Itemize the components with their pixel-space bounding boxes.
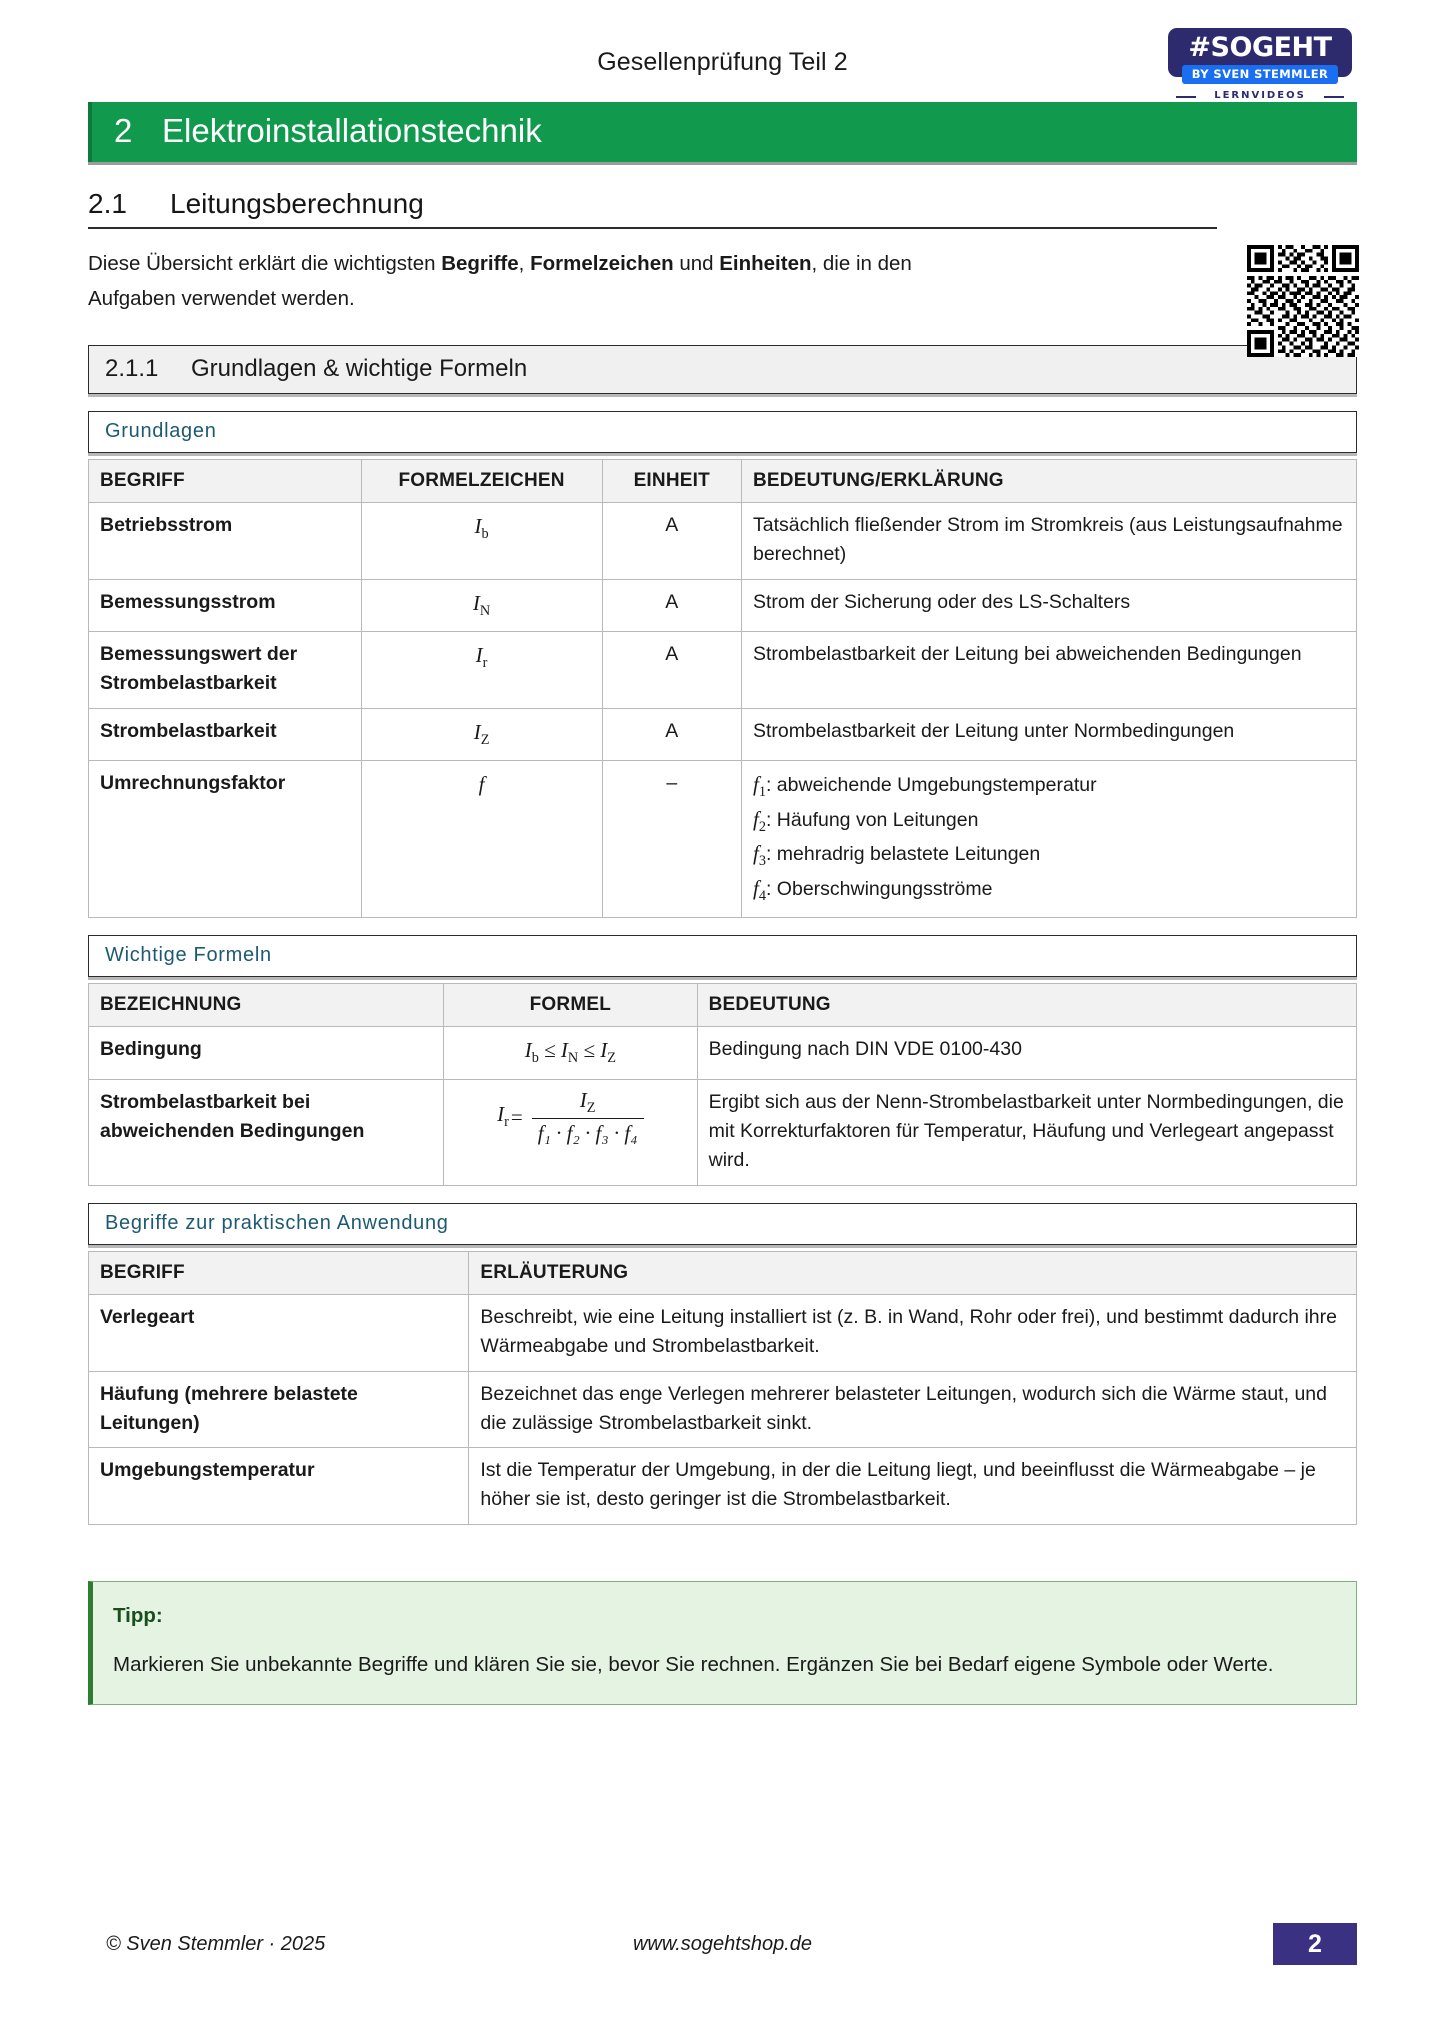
formula-symbol: $I_Z$: [600, 1038, 616, 1067]
section-number: 2.1: [88, 188, 127, 219]
footer-copyright: © Sven Stemmler · 2025: [106, 1933, 326, 1955]
formeln-caption: Wichtige Formeln: [88, 935, 1357, 977]
factor-text: : mehradrig belastete Leitungen: [765, 843, 1041, 866]
begriffe-caption: Begriffe zur praktischen Anwendung: [88, 1203, 1357, 1245]
table-header-row: [89, 983, 1357, 1027]
formula-symbol: $I_Z$: [473, 719, 490, 748]
cell-begriff: Umgebungstemperatur: [89, 1448, 469, 1525]
column-header-bezeichnung: BEZEICHNUNG: [89, 983, 444, 1027]
numerator-symbol: $I_Z$: [579, 1087, 596, 1116]
cell-formelzeichen: [361, 761, 602, 917]
cell-bedeutung: Strombelastbarkeit der Leitung bei abweichenden Bedingungen: [741, 632, 1356, 709]
cell-bedeutung: Strombelastbarkeit der Leitung unter Normbedingungen: [741, 708, 1356, 761]
qr-code-svg: [1247, 245, 1359, 357]
cell-begriff: Bemessungswert der Strombelastbarkeit: [89, 632, 362, 709]
inline-formula: $I_b \le I_N \le I_Z$: [524, 1038, 616, 1067]
table-row: [89, 503, 1357, 580]
header-title: Gesellenprüfung Teil 2: [597, 48, 848, 76]
chapter-heading: [88, 102, 1357, 162]
column-header-einheit: EINHEIT: [602, 459, 741, 503]
cell-formelzeichen: [361, 503, 602, 580]
tipp-title: Tipp:: [113, 1603, 163, 1627]
factor-text: : Häufung von Leitungen: [765, 808, 979, 831]
cell-erlaeuterung: Bezeichnet das enge Verlegen mehrerer belasteter Leitungen, wodurch sich die Wärme staut, und die zulässige Strombelastbarkeit sinkt.: [469, 1371, 1357, 1448]
cell-begriff: Häufung (mehrere belastete Leitungen): [89, 1371, 469, 1448]
cell-bedeutung: [741, 761, 1356, 917]
cell-bezeichnung: Bedingung: [89, 1027, 444, 1080]
cell-formel: [444, 1079, 698, 1185]
column-header-formel: FORMEL: [444, 983, 698, 1027]
logo-main-badge: [1168, 28, 1352, 81]
cell-begriff: Verlegeart: [89, 1295, 469, 1372]
factor-line: [753, 838, 1345, 873]
cell-bedeutung: Ergibt sich aus der Nenn-Strombelastbarkeit unter Normbedingungen, die mit Korrekturfaktoren für Temperatur, Häufung und Verlegeart angepasst wird.: [697, 1079, 1356, 1185]
intro-bold-term: Formelzeichen: [530, 252, 674, 275]
equals-sign: =: [510, 1104, 523, 1129]
factor-line: [753, 873, 1345, 908]
cell-erlaeuterung: Beschreibt, wie eine Leitung installiert ist (z. B. in Wand, Rohr oder frei), und bestimmt dadurch ihre Wärmeabgabe und Strombelastbarkeit.: [469, 1295, 1357, 1372]
cell-bedeutung: Bedingung nach DIN VDE 0100-430: [697, 1027, 1356, 1080]
cell-einheit: A: [602, 579, 741, 632]
table-row: [89, 1371, 1357, 1448]
column-header-begriff: BEGRIFF: [89, 459, 362, 503]
grundlagen-caption: Grundlagen: [88, 411, 1357, 453]
table-row: [89, 579, 1357, 632]
section-heading: [88, 188, 1357, 220]
tipp-box: [88, 1581, 1357, 1706]
grundlagen-table: [88, 459, 1357, 918]
table-row: [89, 708, 1357, 761]
formeln-table: [88, 983, 1357, 1186]
column-header-formelzeichen: FORMELZEICHEN: [361, 459, 602, 503]
cell-formelzeichen: [361, 579, 602, 632]
cell-begriff: Strombelastbarkeit: [89, 708, 362, 761]
cell-begriff: Bemessungsstrom: [89, 579, 362, 632]
intro-text: ,: [518, 252, 531, 275]
factor-text: : Oberschwingungsströme: [765, 878, 993, 901]
factor-symbol: $f_4$: [752, 876, 766, 905]
subsection-title: Grundlagen & wichtige Formeln: [191, 354, 528, 382]
factor-text: : abweichende Umgebungstemperatur: [765, 774, 1097, 797]
intro-text: , die in den Aufgaben verwendet werden.: [88, 252, 912, 311]
subsection-number: 2.1.1: [105, 354, 159, 382]
table-row: [89, 1027, 1357, 1080]
subsection-heading: [88, 345, 1357, 394]
tipp-body: Markieren Sie unbekannte Begriffe und klären Sie sie, bevor Sie rechnen. Ergänzen Sie bei Bedarf eigene Symbole oder Werte.: [113, 1653, 1274, 1677]
begriffe-table: [88, 1251, 1357, 1525]
footer-website[interactable]: www.sogehtshop.de: [632, 1933, 812, 1955]
page-header: [88, 0, 1357, 101]
column-header-begriff: BEGRIFF: [89, 1251, 469, 1295]
chapter-title: Elektroinstallationstechnik: [162, 112, 542, 149]
table-row: [89, 1448, 1357, 1525]
page-footer: [88, 1927, 1357, 1973]
table-row: [89, 761, 1357, 917]
table-row: [89, 1079, 1357, 1185]
qr-code-icon[interactable]: [1247, 245, 1359, 357]
cell-formelzeichen: [361, 708, 602, 761]
table-row: [89, 632, 1357, 709]
table-header-row: [89, 459, 1357, 503]
cell-einheit: A: [602, 632, 741, 709]
intro-text: Diese Übersicht erklärt die wichtigsten: [88, 252, 442, 275]
logo-subtitle: BY SVEN STEMMLER: [1182, 65, 1338, 84]
intro-bold-term: Begriffe: [441, 252, 519, 275]
column-header-bedeutung: BEDEUTUNG: [697, 983, 1356, 1027]
column-header-bedeutung: BEDEUTUNG/ERKLÄRUNG: [741, 459, 1356, 503]
table-row: [89, 1295, 1357, 1372]
factor-symbol: $f_1$: [752, 772, 766, 801]
cell-bezeichnung: Strombelastbarkeit bei abweichenden Bedingungen: [89, 1079, 444, 1185]
chapter-number: 2: [114, 112, 133, 149]
section-divider: [88, 227, 1217, 229]
cell-einheit: A: [602, 503, 741, 580]
factor-symbol: $f_3$: [752, 841, 766, 870]
formula-lhs: $I_r$: [497, 1102, 509, 1131]
logo-wordmark: #SOGEHT: [1188, 32, 1332, 63]
cell-erlaeuterung: Ist die Temperatur der Umgebung, in der die Leitung liegt, und beeinflusst die Wärmeabgabe – je höher sie ist, desto geringer ist die Strombelastbarkeit.: [469, 1448, 1357, 1525]
fraction-formula: [455, 1088, 686, 1146]
factor-line: [753, 804, 1345, 839]
page-number-badge: 2: [1273, 1923, 1357, 1965]
intro-text: und: [673, 252, 720, 275]
cell-einheit: A: [602, 708, 741, 761]
formula-symbol: $I_N$: [560, 1038, 579, 1067]
logo-tagline: LERNVIDEOS: [1168, 90, 1352, 101]
cell-einheit: –: [602, 761, 741, 917]
table-header-row: [89, 1251, 1357, 1295]
brand-logo: [1168, 28, 1352, 101]
formula-symbol: $I_N$: [472, 590, 491, 619]
formula-symbol: f: [478, 772, 485, 797]
factor-symbol: $f_2$: [752, 806, 766, 836]
formula-symbol: $I_r$: [475, 643, 488, 672]
cell-bedeutung: Tatsächlich fließender Strom im Stromkreis (aus Leistungsaufnahme berechnet): [741, 503, 1356, 580]
intro-bold-term: Einheiten: [719, 252, 812, 275]
cell-formelzeichen: [361, 632, 602, 709]
section-title: Leitungsberechnung: [170, 188, 424, 219]
fraction-numerator: [532, 1088, 644, 1119]
factor-line: [753, 769, 1345, 804]
column-header-erlaeuterung: ERLÄUTERUNG: [469, 1251, 1357, 1295]
cell-bedeutung: Strom der Sicherung oder des LS-Schalters: [741, 579, 1356, 632]
section-intro: [88, 246, 928, 317]
fraction-denominator: f₁ · f₂ · f₃ · f₄: [532, 1118, 644, 1145]
fraction: [532, 1088, 644, 1146]
cell-begriff: Umrechnungsfaktor: [89, 761, 362, 917]
formula-symbol: $I_b$: [524, 1038, 539, 1067]
formula-symbol: $I_b$: [474, 514, 489, 543]
cell-formel: [444, 1027, 698, 1080]
cell-begriff: Betriebsstrom: [89, 503, 362, 580]
